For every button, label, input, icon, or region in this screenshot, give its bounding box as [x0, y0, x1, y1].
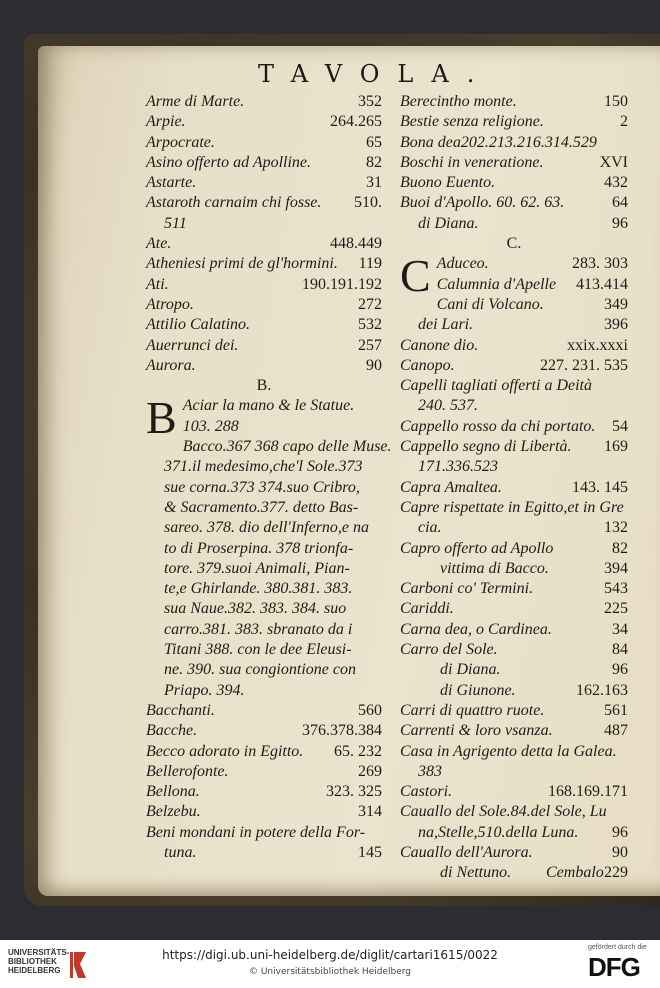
entry-text: cia.	[418, 519, 442, 537]
bacco-entry-line: Priapo. 394.	[164, 681, 245, 699]
entry-pages: 396	[604, 316, 628, 334]
index-entry-sub	[400, 660, 628, 680]
entry-pages: 96	[612, 661, 628, 679]
index-entry	[400, 539, 628, 559]
index-entry	[146, 234, 382, 254]
entry-pages: 90	[366, 356, 382, 374]
index-entry	[400, 356, 628, 376]
entry-pages: 394	[604, 559, 628, 577]
entry-text: Cariddi.	[400, 600, 454, 618]
index-entry-continuation: 171.336.523	[418, 458, 498, 476]
index-entry-sub	[400, 681, 628, 701]
index-entry	[400, 336, 628, 356]
entry-pages: 2	[620, 113, 628, 131]
entry-pages: 432	[604, 174, 628, 192]
page-heading: TAVOLA.	[258, 60, 493, 88]
entry-pages: 65	[366, 133, 382, 151]
index-entry: Beni mondani in potere della For-	[146, 823, 366, 841]
index-entry	[146, 112, 382, 132]
entry-pages: 143. 145	[572, 478, 628, 496]
entry-pages: 54	[612, 417, 628, 435]
index-entry	[400, 640, 628, 660]
entry-pages: 84	[612, 641, 628, 659]
entry-text: Astaroth carnaim chi fosse.	[146, 194, 322, 212]
index-entry-continuation	[400, 518, 628, 538]
index-entry	[400, 721, 628, 741]
index-entry-continuation	[400, 823, 628, 843]
bacco-entry-line: sua Naue.382. 383. 384. suo	[164, 600, 347, 618]
entry-text: Belzebu.	[146, 803, 201, 821]
entry-pages: 90	[612, 843, 628, 861]
dfg-logo: DFG	[588, 952, 640, 982]
entry-text: 103. 288	[182, 417, 239, 435]
entry-pages: 119	[358, 255, 382, 273]
entry-text: Bacchanti.	[146, 701, 215, 719]
entry-text: Bellerofonte.	[146, 762, 229, 780]
entry-text: Ati.	[146, 275, 169, 293]
index-entry	[146, 782, 382, 802]
bacco-entry-line: sareo. 378. dio dell'Inferno,e na	[164, 519, 370, 537]
index-entry	[146, 92, 382, 112]
bacco-entry-line: to di Proserpina. 378 trionfa-	[164, 539, 354, 557]
entry-text: Carna dea, o Cardinea.	[400, 620, 552, 638]
entry-text: Calumnia d'Apelle	[436, 275, 557, 293]
entry-text: Boschi in veneratione.	[400, 153, 544, 171]
index-entry-continuation: 240. 537.	[418, 397, 478, 415]
index-entry	[437, 275, 628, 295]
section-letter-b: B.	[256, 377, 272, 395]
entry-text: na,Stelle,510.della Luna.	[418, 823, 579, 841]
funding-note: gefördert durch die	[588, 944, 647, 951]
entry-text: Cauallo dell'Aurora.	[400, 843, 533, 861]
entry-pages: 323. 325	[326, 783, 382, 801]
index-entry	[400, 153, 628, 173]
index-entry	[400, 193, 628, 213]
left-column	[146, 92, 392, 863]
index-entry-continuation	[146, 843, 382, 863]
index-entry	[400, 782, 628, 802]
entry-text: Atheniesi primi de gl'hormini.	[146, 255, 338, 273]
entry-pages: 314	[358, 803, 382, 821]
entry-pages: 272	[358, 295, 382, 313]
entry-text: Cappello rosso da chi portato.	[400, 417, 596, 435]
entry-pages: 96	[612, 823, 628, 841]
entry-pages: 376.378.384	[302, 722, 382, 740]
index-entry	[146, 254, 382, 274]
entry-pages: 257	[358, 336, 382, 354]
index-entry: Capelli tagliati offerti a Deità	[400, 377, 592, 395]
entry-text: Astarte.	[146, 174, 197, 192]
entry-text: Bellona.	[146, 783, 200, 801]
entry-text: Cappello segno di Libertà.	[400, 438, 572, 456]
index-entry: Capre rispettate in Egitto,et in Gre	[400, 498, 624, 516]
entry-pages: 269	[358, 762, 382, 780]
index-entry	[146, 153, 382, 173]
entry-text: Bona dea202.213.216.314.529	[400, 133, 597, 151]
entry-pages: 349	[604, 295, 628, 313]
entry-pages: 82	[366, 153, 382, 171]
entry-text: dei Lari.	[418, 316, 474, 334]
index-entry	[146, 275, 382, 295]
index-entry	[400, 417, 628, 437]
entry-pages: 561	[604, 701, 628, 719]
bacco-entry-line: te,e Ghirlande. 380.381. 383.	[164, 580, 353, 598]
entry-pages: 227. 231. 535	[540, 356, 628, 374]
entry-text: Aurora.	[146, 356, 196, 374]
entry-text: Bacche.	[146, 722, 198, 740]
entry-pages: 532	[358, 316, 382, 334]
right-column	[400, 92, 628, 884]
entry-pages: 168.169.171	[548, 783, 628, 801]
entry-text: Arme di Marte.	[146, 93, 245, 110]
index-entry	[146, 295, 382, 315]
entry-text: di Diana.	[418, 214, 479, 232]
index-entry	[437, 295, 628, 315]
entry-pages: xxix.xxxi	[567, 336, 628, 354]
bacco-entry-line: sue corna.373 374.suo Cribro,	[164, 478, 360, 496]
copyright-text: © Universitätsbibliothek Heidelberg	[248, 967, 411, 977]
index-entry	[146, 742, 382, 762]
entry-pages: 162.163	[576, 681, 628, 699]
bacco-entry-line: tore. 379.suoi Animali, Pian-	[164, 559, 350, 577]
entry-text: Carro del Sole.	[400, 641, 498, 659]
index-entry-sub	[400, 214, 628, 234]
index-entry	[437, 254, 628, 274]
index-entry: Cauallo del Sole.84.del Sole, Lu	[400, 803, 607, 821]
index-entry-sub	[400, 559, 628, 579]
entry-text: di Nettuno.	[440, 864, 512, 882]
entry-pages: 65. 232	[334, 742, 382, 760]
entry-pages: 225	[604, 600, 628, 618]
entry-pages: 510.	[354, 194, 382, 212]
index-entry	[400, 112, 628, 132]
entry-text: Cani di Volcano.	[436, 295, 544, 313]
entry-text: Aciar la mano & le Statue.	[182, 397, 355, 415]
index-entry	[146, 701, 382, 721]
entry-pages: 264.265	[330, 113, 382, 131]
entry-pages: 560	[358, 701, 382, 719]
drop-cap-b: B	[146, 392, 177, 444]
index-entry	[146, 315, 382, 335]
index-entry	[146, 762, 382, 782]
entry-pages: 283. 303	[572, 255, 628, 273]
index-entry-continuation: 383	[418, 762, 442, 780]
bacco-entry-line: Titani 388. con le dee Eleusi-	[164, 641, 352, 659]
entry-pages: 82	[612, 539, 628, 557]
entry-text: Carboni co' Termini.	[400, 580, 534, 598]
bacco-entry-line: 371.il medesimo,che'l Sole.373	[164, 458, 363, 476]
entry-pages: 132	[604, 519, 628, 537]
index-entry	[400, 478, 628, 498]
entry-pages: 150	[604, 93, 628, 110]
entry-text: di Diana.	[440, 661, 501, 679]
entry-text: Asino offerto ad Apolline.	[146, 153, 312, 171]
entry-pages: 543	[604, 580, 628, 598]
bacco-entry-line: carro.381. 383. sbranato da i	[164, 620, 353, 638]
entry-pages: 487	[604, 722, 628, 740]
entry-text: vittima di Bacco.	[440, 559, 549, 577]
entry-text: Buono Euento.	[400, 174, 496, 192]
entry-text: Auerrunci dei.	[146, 336, 239, 354]
index-entry	[400, 315, 628, 335]
entry-text: Castori.	[400, 783, 453, 801]
entry-text: Attilio Calatino.	[146, 316, 251, 334]
entry-text: Ate.	[146, 235, 172, 253]
index-entry	[400, 133, 628, 153]
index-entry	[400, 620, 628, 640]
entry-text: Arpie.	[146, 113, 186, 131]
index-entry	[146, 336, 382, 356]
index-entry	[146, 193, 382, 213]
entry-text: Capra Amaltea.	[400, 478, 502, 496]
entry-pages: 31	[366, 174, 382, 192]
entry-pages: 190.191.192	[302, 275, 382, 293]
index-entry	[400, 437, 628, 457]
entry-pages: 448.449	[330, 235, 382, 253]
drop-cap-c: C	[400, 250, 431, 302]
entry-text: Capro offerto ad Apollo	[400, 539, 554, 557]
entry-pages: 145	[358, 843, 382, 861]
entry-pages: 352	[358, 93, 382, 110]
caduceo-entry	[400, 250, 628, 302]
index-entry-continuation: 511	[164, 214, 187, 232]
catchword: Cembalo	[546, 864, 604, 881]
index-entry: Casa in Agrigento detta la Galea.	[400, 742, 617, 760]
entry-text: Becco adorato in Egitto.	[146, 742, 304, 760]
library-name: UNIVERSITÄTS- BIBLIOTHEK HEIDELBERG	[8, 948, 70, 975]
index-entry	[400, 843, 628, 863]
entry-pages: 96	[612, 214, 628, 232]
entry-pages: 64	[612, 194, 628, 212]
entry-text: Atropo.	[146, 295, 194, 313]
page-url-link[interactable]: https://digi.ub.uni-heidelberg.de/diglit/cartari1615/0022	[162, 948, 498, 962]
entry-text: Carri di quattro ruote.	[400, 701, 545, 719]
entry-text: Canopo.	[400, 356, 455, 374]
baciar-entry	[146, 392, 382, 444]
index-entry	[146, 133, 382, 153]
index-entry	[146, 802, 382, 822]
bacco-entry-line: ne. 390. sua congiontione con	[164, 661, 356, 679]
index-entry	[400, 92, 628, 112]
index-entry	[146, 173, 382, 193]
section-letter-c: C.	[506, 235, 522, 253]
bacco-entry-line: Bacco.367 368 capo delle Muse.	[182, 438, 392, 456]
entry-text: Buoi d'Apollo. 60. 62. 63.	[400, 194, 565, 212]
index-entry	[146, 356, 382, 376]
entry-pages: XVI	[599, 153, 628, 171]
entry-text: Bestie senza religione.	[400, 113, 544, 131]
entry-text: Arpocrate.	[146, 133, 215, 151]
entry-pages: 34	[612, 620, 628, 638]
entry-pages: 413.414	[576, 275, 628, 293]
bacco-entry-line: & Sacramento.377. detto Bas-	[164, 498, 359, 516]
entry-text: tuna.	[164, 843, 197, 861]
index-entry	[146, 721, 382, 741]
index-entry	[400, 599, 628, 619]
entry-pages: 169	[604, 438, 628, 456]
entry-pages: 229	[604, 864, 628, 882]
entry-text: Berecintho monte.	[400, 93, 517, 110]
index-entry	[400, 173, 628, 193]
index-entry	[400, 701, 628, 721]
entry-text: di Giunone.	[440, 681, 516, 699]
index-entry	[400, 579, 628, 599]
entry-text: Carrenti & loro vsanza.	[400, 722, 553, 740]
entry-text: Canone dio.	[400, 336, 479, 354]
entry-text: Aduceo.	[436, 255, 489, 273]
